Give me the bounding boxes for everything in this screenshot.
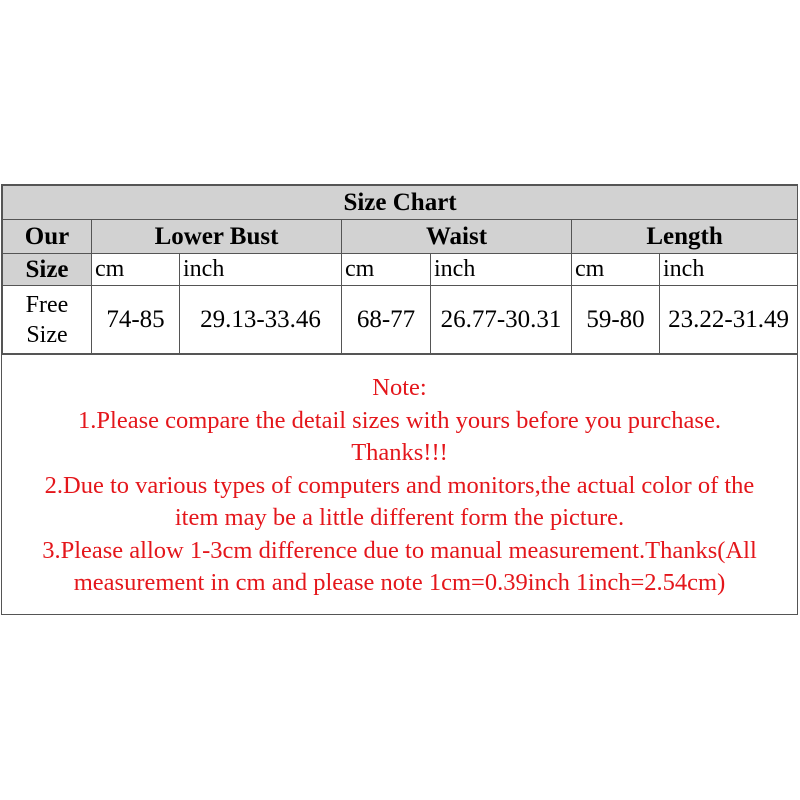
- size-chart: [1, 184, 798, 615]
- note-line: 3.Please allow 1-3cm difference due to manual measurement.Thanks(All: [42, 536, 757, 564]
- unit-lower-bust-cm: cm: [92, 254, 180, 286]
- length-inch-value: 23.22-31.49: [660, 286, 798, 354]
- header-waist: Waist: [342, 220, 572, 254]
- size-line2: Size: [26, 321, 68, 348]
- unit-length-inch: inch: [660, 254, 798, 286]
- size-cell: [3, 286, 92, 354]
- waist-cm-value: 68-77: [342, 286, 431, 354]
- note-line: 1.Please compare the detail sizes with yours before you purchase.: [78, 406, 721, 434]
- lower-bust-inch-value: 29.13-33.46: [180, 286, 342, 354]
- header-length: Length: [572, 220, 798, 254]
- table-title: Size Chart: [3, 186, 798, 220]
- note-line: Thanks!!!: [351, 439, 448, 466]
- length-cm-value: 59-80: [572, 286, 660, 354]
- size-line1: Free: [25, 291, 69, 318]
- note-line: 2.Due to various types of computers and monitors,the actual color of the: [44, 471, 755, 499]
- header-size: Size: [3, 254, 92, 286]
- header-our: Our: [3, 220, 92, 254]
- header-row-groups: [3, 220, 798, 254]
- size-table: [2, 185, 798, 354]
- unit-lower-bust-inch: inch: [180, 254, 342, 286]
- header-row-units: [3, 254, 798, 286]
- lower-bust-cm-value: 74-85: [92, 286, 180, 354]
- unit-waist-cm: cm: [342, 254, 431, 286]
- note-line: item may be a little different form the picture.: [174, 504, 625, 531]
- header-lower-bust: Lower Bust: [92, 220, 342, 254]
- unit-waist-inch: inch: [431, 254, 572, 286]
- table-row: [3, 286, 798, 354]
- note-line: measurement in cm and please note 1cm=0.39inch 1inch=2.54cm): [73, 569, 726, 596]
- unit-length-cm: cm: [572, 254, 660, 286]
- title-row: [3, 186, 798, 220]
- notes-heading: Note:: [372, 374, 427, 401]
- waist-inch-value: 26.77-30.31: [431, 286, 572, 354]
- notes-section: [2, 354, 797, 614]
